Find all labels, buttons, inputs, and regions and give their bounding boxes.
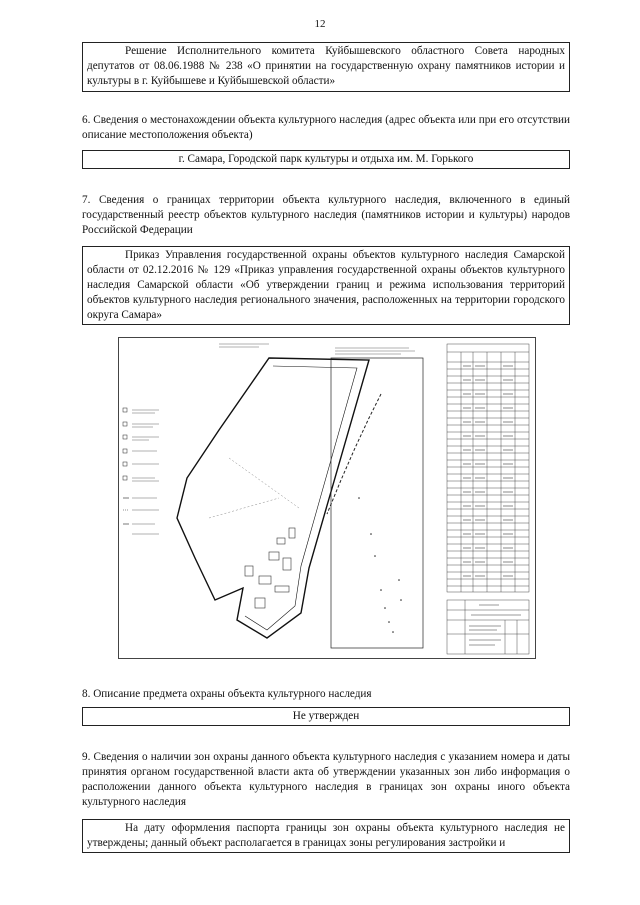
boundary-map — [118, 337, 536, 659]
map-legend — [123, 408, 159, 534]
protection-zones-box: На дату оформления паспорта границы зон охраны объекта культурного наследия не утверждены; данный объект располагается в границах зоны регулирования застройки и — [82, 819, 570, 853]
protection-subject-box: Не утвержден — [82, 707, 570, 726]
decision-box: Решение Исполнительного комитета Куйбышевского областного Совета народных депутатов от 08.06.1988 № 238 «О принятии на государственную охрану памятников истории и культуры в г. Куйбышеве и Куйбышевской области» — [82, 42, 570, 92]
section-6-heading: 6. Сведения о местонахождении объекта культурного наследия (адрес объекта или при его отсутствии описание местоположения объекта) — [82, 114, 570, 141]
section-7-heading: 7. Сведения о границах территории объекта культурного наследия, включенного в единый государственный реестр объектов культурного наследия (памятников истории и культуры) народов Российской Федерации — [82, 194, 570, 236]
address-box: г. Самара, Городской парк культуры и отдыха им. М. Горького — [82, 150, 570, 169]
map-title — [219, 344, 415, 354]
section-8-heading: 8. Описание предмета охраны объекта культурного наследия — [82, 688, 372, 700]
section-9-heading: 9. Сведения о наличии зон охраны данного объекта культурного наследия с указанием номера и даты принятия органом государственной власти акта об утверждении указанных зон либо информация о расположении данного объекта культурного наследия в границах зон охраны иного объекта культурного наследия — [82, 751, 570, 808]
order-box: Приказ Управления государственной охраны объектов культурного наследия Самарской области от 02.12.2016 № 129 «Приказ управления государственной охраны объектов культурного наследия Самарской области «Об утверждении границ и режима использования территорий объектов культурного наследия регионального значения, расположенных на территории городского округа Самара» — [82, 246, 570, 325]
coordinates-table — [447, 344, 529, 592]
parcel-boundary — [177, 358, 369, 638]
map-inset — [327, 358, 423, 648]
map-drawing — [119, 338, 535, 658]
title-block — [447, 600, 529, 654]
page-number: 12 — [314, 18, 326, 30]
